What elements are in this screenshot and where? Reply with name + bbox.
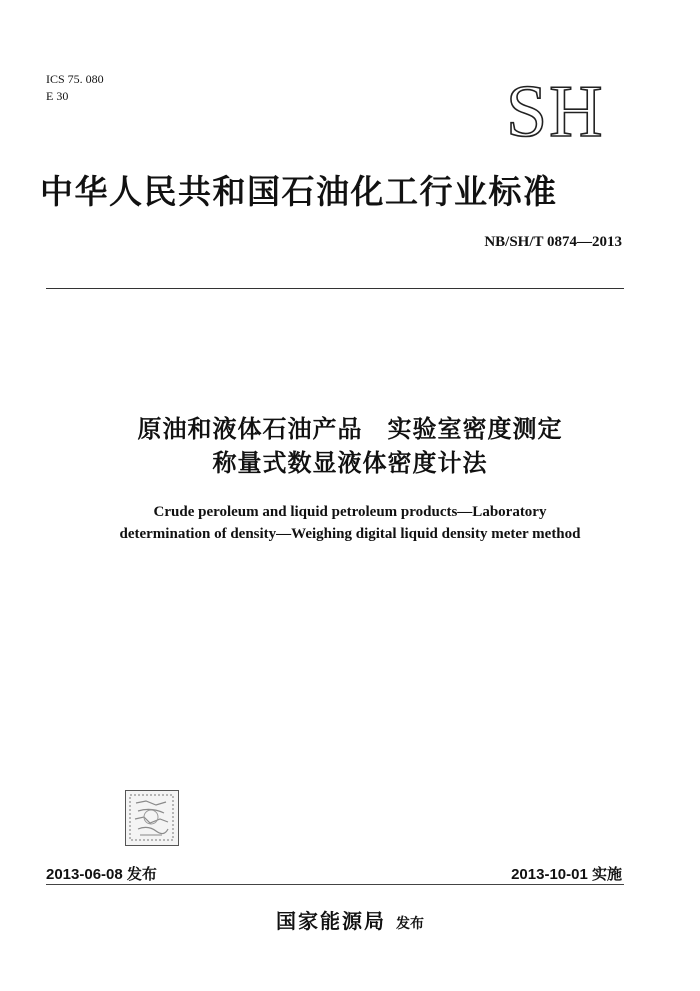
chinese-title-line-1: 原油和液体石油产品 实验室密度测定 [137,415,563,443]
issue-date: 2013-06-08 发布 [46,866,157,883]
implementation-date: 2013-10-01 实施 [511,866,622,883]
ics-code: ICS 75. 080 [46,72,104,86]
standard-number: NB/SH/T 0874—2013 [484,234,622,250]
english-title-line-1: Crude peroleum and liquid petroleum products—Laboratory [153,504,547,520]
ccs-code: E 30 [46,89,69,103]
header-divider [46,288,624,289]
issuer [0,905,700,934]
seal-stamp-icon [125,790,179,846]
issuer-suffix: 发布 [396,916,424,932]
english-title-line-2: determination of density—Weighing digital liquid density meter method [119,526,581,542]
footer-divider [46,884,624,885]
standard-category-title: 中华人民共和国石油化工行业标准 [40,172,558,211]
chinese-title-line-2: 称量式数显液体密度计法 [212,449,488,477]
issuer-name: 国家能源局 [276,909,386,933]
sh-logo: SH [506,71,605,153]
